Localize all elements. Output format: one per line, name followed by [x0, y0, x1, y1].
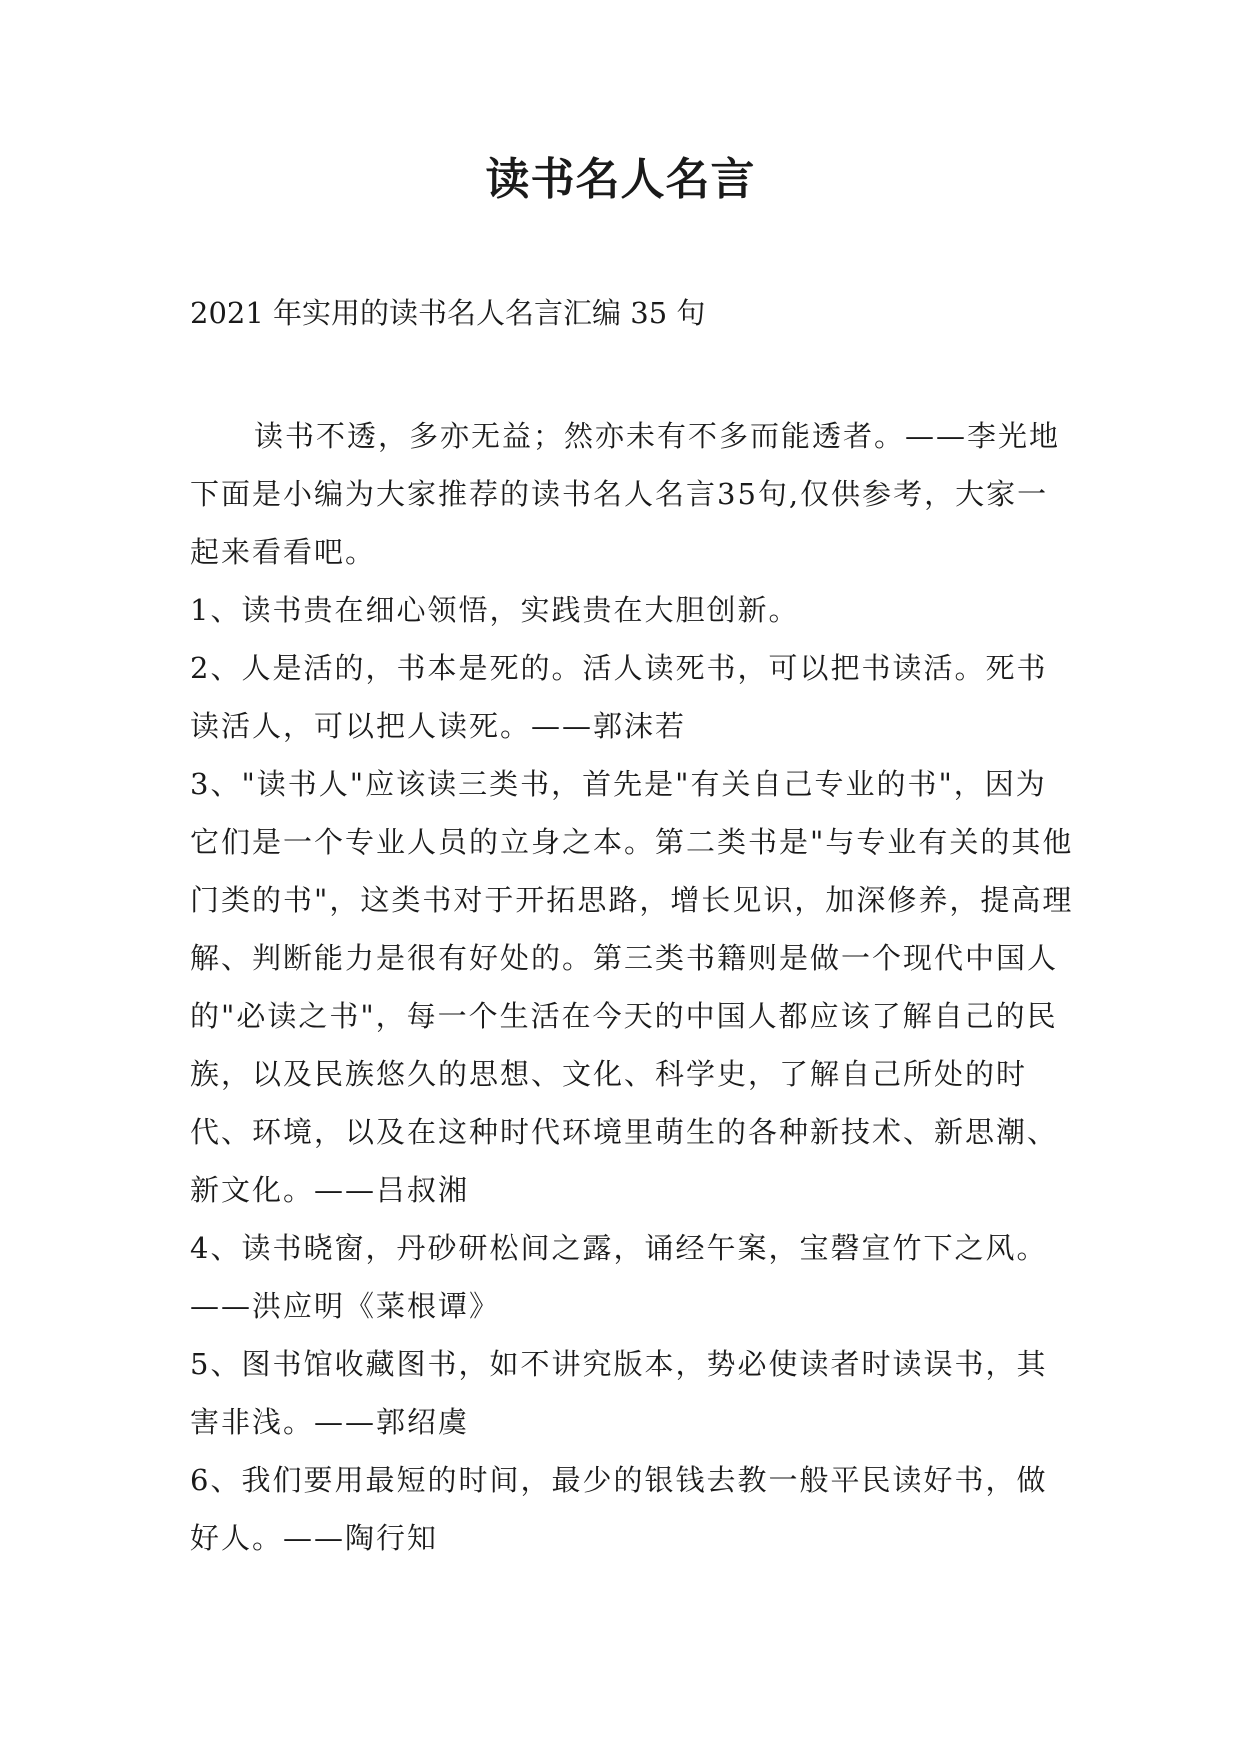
quote-item: 2、人是活的，书本是死的。活人读死书，可以把书读活。死书读活人，可以把人读死。——郭沫若 — [190, 651, 1048, 743]
quote-item: 5、图书馆收藏图书，如不讲究版本，势必使读者时读误书，其害非浅。——郭绍虞 — [190, 1347, 1048, 1439]
quote-item: 6、我们要用最短的时间，最少的银钱去教一般平民读好书，做好人。——陶行知 — [190, 1463, 1048, 1555]
quote-item: 1、读书贵在细心领悟，实践贵在大胆创新。 — [190, 593, 800, 627]
document-subtitle: 2021 年实用的读书名人名言汇编 35 句 — [190, 296, 706, 330]
document-body — [190, 407, 1075, 1567]
quote-item: 4、读书晓窗，丹砂研松间之露，诵经午案，宝磬宣竹下之风。——洪应明《菜根谭》 — [190, 1231, 1048, 1323]
intro-paragraph: 读书不透，多亦无益；然亦未有不多而能透者。——李光地下面是小编为大家推荐的读书名人名言35句,仅供参考，大家一起来看看吧。 — [190, 419, 1061, 569]
quote-item: 3、"读书人"应该读三类书，首先是"有关自己专业的书"，因为它们是一个专业人员的立身之本。第二类书是"与专业有关的其他门类的书"，这类书对于开拓思路，增长见识，加深修养，提高理解、判断能力是很有好处的。第三类书籍则是做一个现代中国人的"必读之书"，每一个生活在今天的中国人都应该了解自己的民族，以及民族悠久的思想、文化、科学史，了解自己所处的时代、环境，以及在这种时代环境里萌生的各种新技术、新思潮、新文化。——吕叔湘 — [190, 767, 1074, 1207]
document-title: 读书名人名言 — [485, 154, 756, 205]
